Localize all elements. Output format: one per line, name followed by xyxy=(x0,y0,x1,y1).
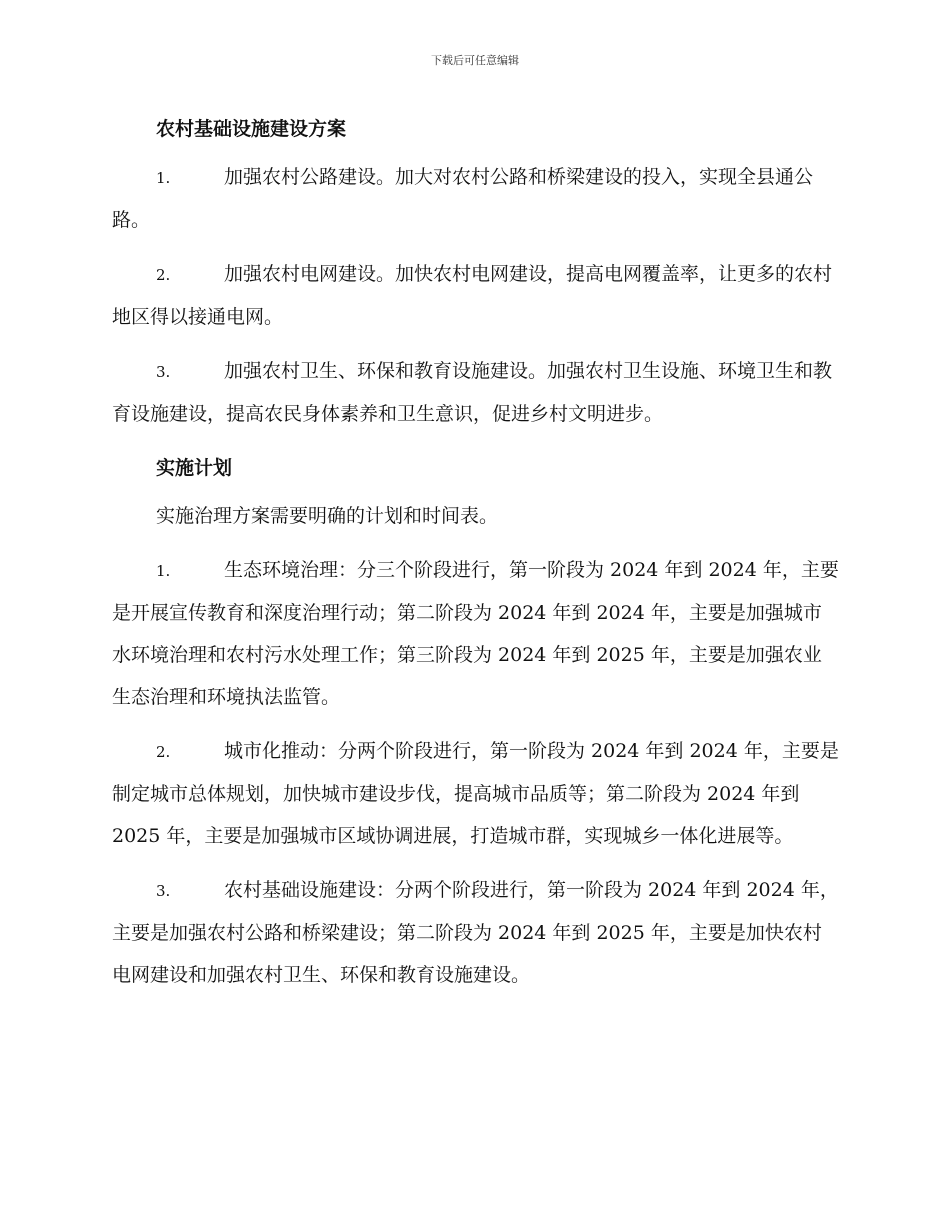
list-item-number: 2. xyxy=(156,743,171,761)
document-body xyxy=(112,108,840,1008)
section-intro: 实施治理方案需要明确的计划和时间表。 xyxy=(156,505,499,527)
list-item-number: 1. xyxy=(156,562,171,580)
list-item-text: 加强农村电网建设。加快农村电网建设，提高电网覆盖率，让更多的农村地区得以接通电网。 xyxy=(112,263,833,328)
page-header-note: 下载后可任意编辑 xyxy=(431,54,519,67)
list-item-number: 3. xyxy=(156,363,171,381)
section-heading-plan: 实施计划 xyxy=(156,457,233,479)
list-item-text: 城市化推动：分两个阶段进行，第一阶段为 2024 年到 2024 年，主要是制定城市总体规划，加快城市建设步伐，提高城市品质等；第二阶段为 2024 年到 2025 年，主要是加强城市区域协调进展，打造城市群，实现城乡一体化进展等。 xyxy=(112,740,839,847)
list-item xyxy=(112,869,840,996)
list-item-number: 2. xyxy=(156,266,171,284)
list-item-number: 3. xyxy=(156,882,171,900)
list-item xyxy=(112,730,840,857)
list-item-text: 加强农村卫生、环保和教育设施建设。加强农村卫生设施、环境卫生和教育设施建设，提高农民身体素养和卫生意识，促进乡村文明进步。 xyxy=(112,360,833,425)
list-item-text: 加强农村公路建设。加大对农村公路和桥梁建设的投入，实现全县通公路。 xyxy=(112,166,814,231)
list-item-text: 生态环境治理：分三个阶段进行，第一阶段为 2024 年到 2024 年，主要是开展宣传教育和深度治理行动；第二阶段为 2024 年到 2024 年，主要是加强城市水环境治理和农村污水处理工作；第三阶段为 2024 年到 2025 年，主要是加强农业生态治理和环境执法监管。 xyxy=(112,559,839,708)
section-heading-infrastructure: 农村基础设施建设方案 xyxy=(156,118,347,140)
list-item-number: 1. xyxy=(156,169,171,187)
list-item xyxy=(112,549,840,718)
list-item-text: 农村基础设施建设：分两个阶段进行，第一阶段为 2024 年到 2024 年，主要是加强农村公路和桥梁建设；第二阶段为 2024 年到 2025 年，主要是加快农村电网建设和加强农村卫生、环保和教育设施建设。 xyxy=(112,879,839,986)
list-item xyxy=(112,350,840,435)
list-item xyxy=(112,156,840,241)
list-item xyxy=(112,253,840,338)
